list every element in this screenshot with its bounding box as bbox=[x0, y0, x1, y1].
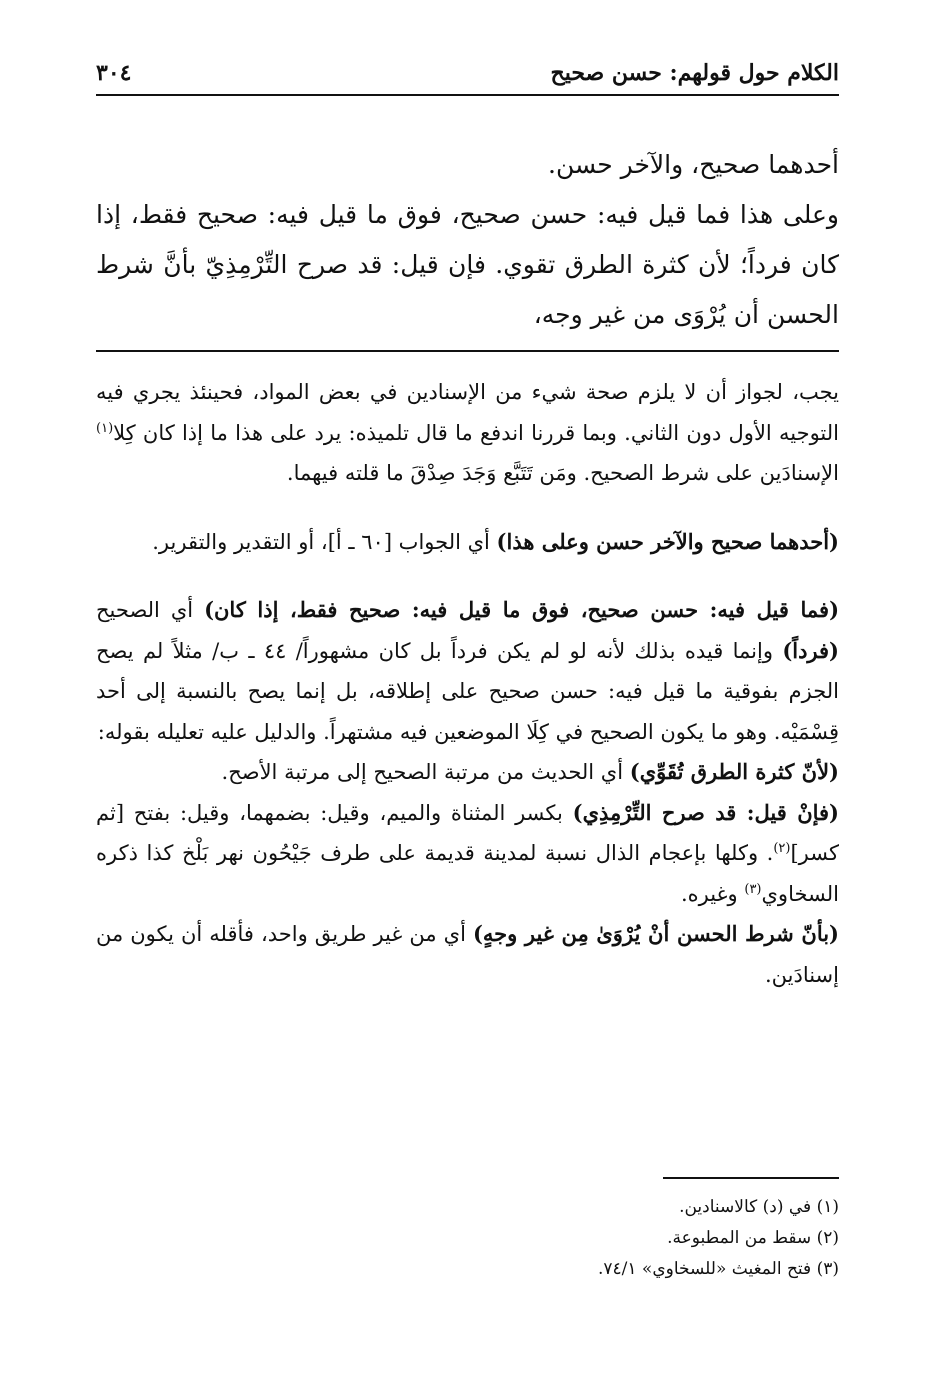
commentary bbox=[96, 372, 839, 995]
page-header bbox=[96, 56, 839, 96]
quoted-matn: (لأنّ كثرة الطرق تُقَوِّي) bbox=[629, 759, 839, 784]
main-text bbox=[96, 140, 839, 340]
commentary-paragraph: يجب، لجواز أن لا يلزم صحة شيء من الإسنادين في بعض المواد، فحينئذ يجري فيه التوجيه الأول دون الثاني. وبما قررنا اندفع ما قال تلميذه: يرد على هذا ما إذا كان كِلا$^{(١)}$ الإسنادَين على شرط الصحيح. ومَن تَتَبَّع وَجَدَ صِدْقَ ما قلته فيهما. bbox=[96, 380, 839, 485]
footnotes bbox=[96, 1192, 839, 1285]
quoted-matn: (فإنْ قيل: قد صرح التِّرْمِذِي) bbox=[572, 799, 839, 825]
running-title: الكلام حول قولهم: حسن صحيح bbox=[550, 60, 839, 86]
page-number: ٣٠٤ bbox=[96, 60, 132, 86]
main-text-paragraph: وعلى هذا فما قيل فيه: حسن صحيح، فوق ما قيل فيه: صحيح فقط، إذا كان فرداً؛ لأن كثرة الطرق تقوي. فإن قيل: قد صرح التِّرْمِذِيّ بأنَّ شرط الحسن أن يُرْوَى من غير وجه، bbox=[96, 200, 839, 329]
main-text-line: أحدهما صحيح، والآخر حسن. bbox=[548, 150, 839, 179]
commentary-paragraph: (فإنْ قيل: قد صرح التِّرْمِذِي) بكسر المثناة والميم، وقيل: بضمهما، وقيل: بفتح [ثم كسر]$^{(٢)}$. وكلها بإعجام الذال نسبة لمدينة قديمة على طرف جَيْحُون نهر بَلْخ كذا ذكره السخاوي$^{(٣)}$ وغيره. bbox=[96, 799, 839, 906]
quoted-matn: (بأنّ شرط الحسن أنْ يُرْوَىٰ مِن غير وجهٍ) bbox=[472, 921, 839, 946]
footnote-marker: (٢) bbox=[773, 841, 791, 856]
main-text-separator bbox=[96, 350, 839, 352]
quoted-matn: (أحدهما صحيح والآخر حسن وعلى هذا) bbox=[496, 528, 839, 554]
footnote: (٣) فتح المغيث «للسخاوي» ٧٤/١. bbox=[598, 1259, 839, 1279]
quoted-matn: (فرداً) bbox=[782, 637, 839, 663]
footnote-separator bbox=[663, 1177, 839, 1179]
commentary-paragraph: (لأنّ كثرة الطرق تُقَوِّي) أي الحديث من مرتبة الصحيح إلى مرتبة الأصح. bbox=[221, 759, 839, 784]
footnote-marker: (٣) bbox=[744, 881, 762, 897]
commentary-paragraph: (فما قيل فيه: حسن صحيح، فوق ما قيل فيه: صحيح فقط، إذا كان) أي الصحيح (فرداً) وإنما قيده بذلك لأنه لو لم يكن فرداً بل كان مشهوراً/ ٤٤ ـ ب/ مثلاً لم يصح الجزم بفوقية ما قيل فيه: حسن صحيح على إطلاقه، بل إنما يصح بالنسبة إلى أحد قِسْمَيْه. وهو ما يكون الصحيح في كِلَا الموضعين فيه مشتهراً. والدليل عليه تعليله بقوله: bbox=[96, 597, 840, 744]
footnote: (١) في (د) كالاسنادين. bbox=[679, 1197, 839, 1217]
quoted-matn: (فما قيل فيه: حسن صحيح، فوق ما قيل فيه: صحيح فقط، إذا كان) bbox=[204, 597, 840, 622]
footnote-marker: (١) bbox=[96, 420, 114, 436]
commentary-paragraph: (أحدهما صحيح والآخر حسن وعلى هذا) أي الجواب [٦٠ ـ أ]، أو التقدير والتقرير. bbox=[152, 528, 839, 554]
commentary-paragraph: (بأنّ شرط الحسن أنْ يُرْوَىٰ مِن غير وجهٍ) أي من غير طريق واحد، فأقله أن يكون من إسنادَين. bbox=[96, 921, 839, 987]
footnote: (٢) سقط من المطبوعة. bbox=[667, 1228, 839, 1248]
